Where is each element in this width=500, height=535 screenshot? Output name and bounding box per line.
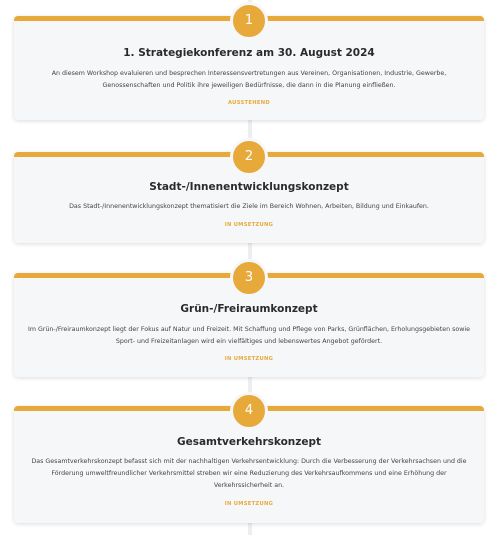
card-description: Im Grün-/Freiraumkonzept liegt der Fokus auf Natur und Freizeit. Mit Schaffung und Pflege von Parks, Grünflächen, Erholungsgebieten sowie Sport- und Freizeitanlagen wird ein vielfältiges und lebenswertes Angebot gefördert. <box>27 326 471 345</box>
card-title: Grün-/Freiraumkonzept <box>180 303 318 315</box>
status-label: AUSSTEHEND <box>228 100 270 106</box>
status-label: IN UMSETZUNG <box>224 356 274 362</box>
card-title: 1. Strategiekonferenz am 30. August 2024 <box>123 47 375 59</box>
status-label: IN UMSETZUNG <box>224 222 274 228</box>
card-description: Das Stadt-/Innenentwicklungskonzept thematisiert die Ziele im Bereich Wohnen, Arbeiten, Bildung und Einkaufen. <box>69 203 429 210</box>
step-number-badge: 3 <box>230 259 268 297</box>
timeline-card <box>14 13 484 120</box>
step-number-badge: 2 <box>230 138 268 176</box>
status-label: IN UMSETZUNG <box>224 501 274 507</box>
card-title: Gesamtverkehrskonzept <box>176 436 322 448</box>
card-title: Stadt-/Innenentwicklungskonzept <box>149 181 349 193</box>
timeline-card <box>14 403 484 523</box>
step-number-badge: 1 <box>230 2 268 40</box>
card-description: An diesem Workshop evaluieren und besprechen Interessensvertretungen aus Vereinen, Organisationen, Industrie, Gewerbe, Genossenschaften und Politik ihre jeweiligen Bedürfnisse, die dann in die Planung einfließen. <box>51 70 447 89</box>
timeline-card <box>14 270 484 377</box>
step-number-badge: 4 <box>230 392 268 430</box>
timeline-card <box>14 149 484 243</box>
card-description: Das Gesamtverkehrskonzept befasst sich mit der nachhaltigen Verkehrsentwicklung: Durch die Verbesserung der Verkehrsachsen und die Förderung umweltfreundlicher Verkehrsmittel streben wir eine Reduzierung des Verkehrsaufkommens und eine Erhöhung der Verkehrssicherheit an. <box>31 458 467 489</box>
